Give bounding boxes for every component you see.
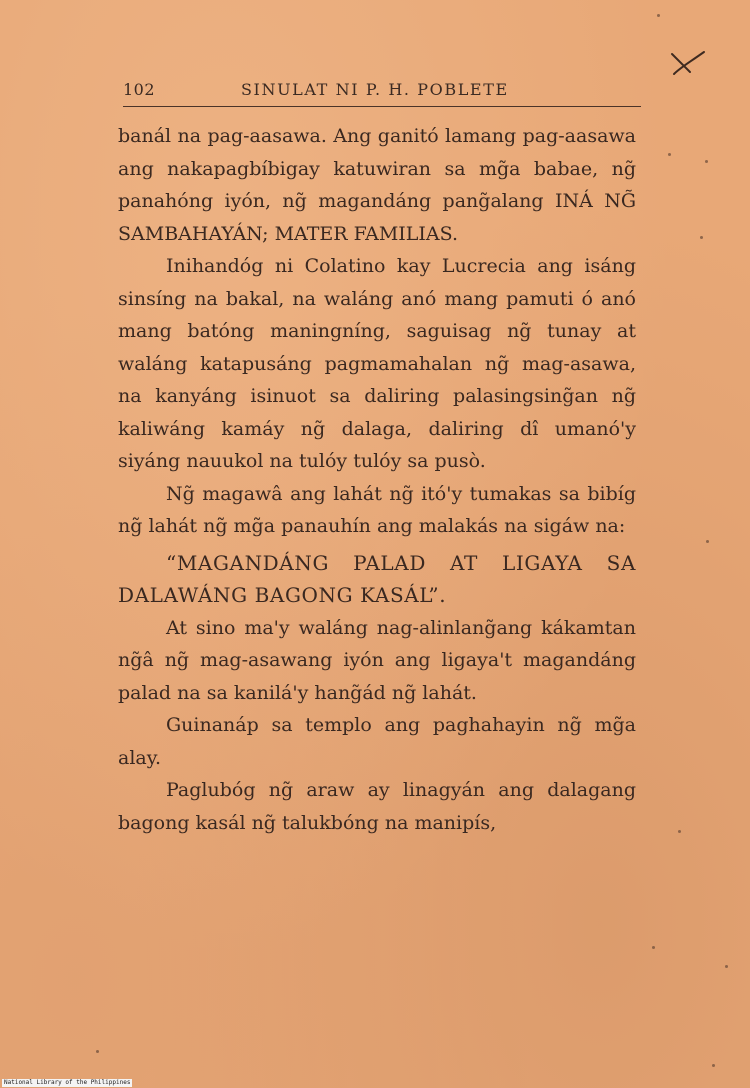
page-number: 102	[123, 80, 156, 99]
paper-speck	[652, 946, 655, 949]
paragraph-quote: “MAGANDÁNG PALAD AT LIGAYA SA DALAWÁNG BAGONG KASÁL”.	[118, 550, 636, 607]
body-text	[118, 120, 636, 839]
paper-speck	[725, 965, 728, 968]
running-head: SINULAT NI P. H. POBLETE	[241, 80, 509, 99]
paragraph-5: At sino ma'y waláng nag-alinlang̃ang kákamtan ng̃â ng̃ mag-asawang iyón ang ligaya't magandáng palad na sa kanilá'y hang̃ád ng̃ lahát.	[118, 616, 636, 704]
library-credit: National Library of the Philippines	[4, 1079, 131, 1086]
page-header	[123, 80, 641, 107]
paragraph-1: banál na pag-aasawa. Ang ganitó lamang pag-aasawa ang nakapagbíbigay katuwiran sa mg̃a babae, ng̃ panahóng iyón, ng̃ magandáng pang̃alang INÁ NG̃ SAMBAHAYÁN; MATER FAMILIAS.	[118, 125, 636, 245]
paper-speck	[700, 236, 703, 239]
paper-speck	[706, 540, 709, 543]
paper-speck	[712, 1064, 715, 1067]
paper-speck	[96, 1050, 99, 1053]
paper-speck	[678, 830, 681, 833]
handwritten-x-mark	[668, 48, 708, 84]
paper-speck	[668, 153, 671, 156]
paragraph-6: Guinanáp sa templo ang paghahayin ng̃ mg̃a alay.	[118, 714, 636, 769]
paragraph-3: Ng̃ magawâ ang lahát ng̃ itó'y tumakas sa bibíg ng̃ lahát ng̃ mg̃a panauhín ang malakás na sigáw na:	[118, 482, 636, 537]
paragraph-2: Inihandóg ni Colatino kay Lucrecia ang isáng sinsíng na bakal, na waláng anó mang pamuti ó anó mang batóng maningníng, saguisag ng̃ tunay at waláng katapusáng pagmamahalan ng̃ mag-asawa, na kanyáng isinuot sa daliring palasingsing̃an ng̃ kaliwáng kamáy ng̃ dalaga, daliring dî umanó'y siyáng nauukol na tulóy tulóy sa pusò.	[118, 255, 636, 472]
paper-speck	[705, 160, 708, 163]
paragraph-7: Paglubóg ng̃ araw ay linagyán ang dalagang bagong kasál ng̃ talukbóng na manipís,	[118, 779, 636, 834]
paper-speck	[657, 14, 660, 17]
